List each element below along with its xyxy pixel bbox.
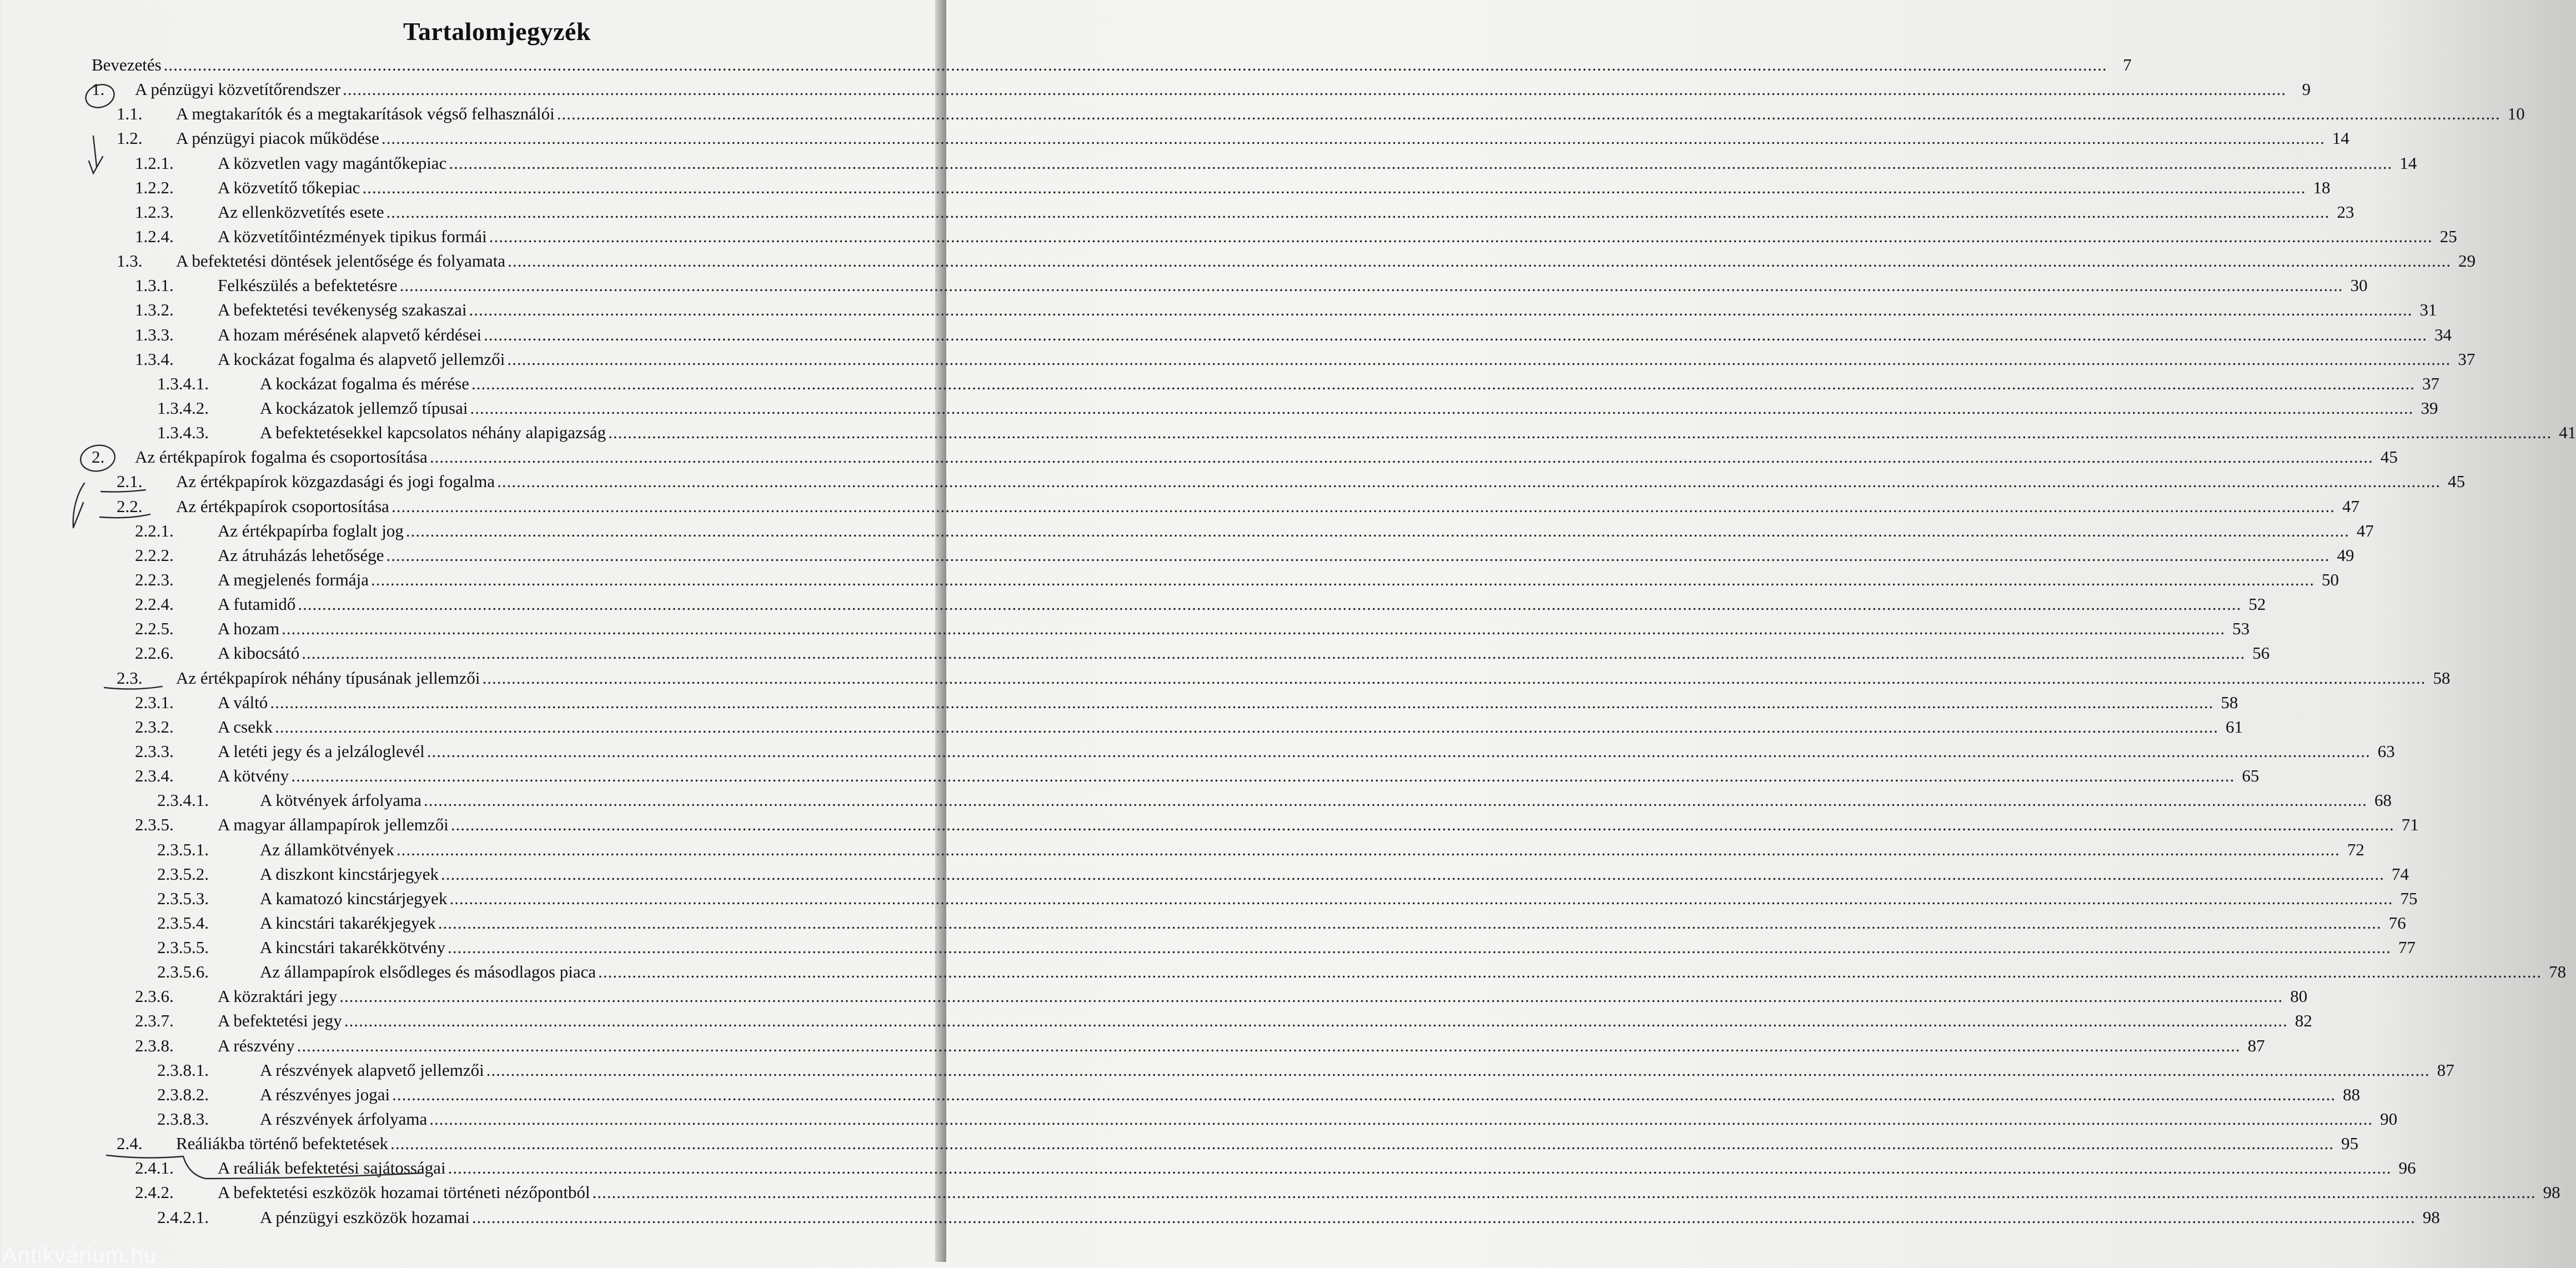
toc-entry (92, 1205, 2440, 1230)
toc-entry-number: 1.3.4.2. (157, 398, 209, 418)
toc-entry-title: Az értékpapírok fogalma és csoportosítása (135, 447, 428, 467)
toc-entry (92, 739, 2395, 764)
toc-entry (92, 813, 2419, 837)
toc-entry (92, 126, 2349, 151)
dot-leader: ................................................................................................................................................................................................................................................................................................................................................................................................................ (556, 104, 2500, 124)
toc-entry-title: A kincstári takarékjegyek (260, 913, 436, 933)
toc-entry (92, 911, 2406, 935)
toc-entry (92, 200, 2354, 224)
toc-entry (92, 249, 2476, 273)
toc-entry-page: 34 (2434, 324, 2452, 344)
dot-leader: ................................................................................................................................................................................................................................................................................................................................................................................................................ (405, 520, 2349, 540)
dot-leader: ................................................................................................................................................................................................................................................................................................................................................................................................................ (489, 226, 2433, 246)
toc-entry-title: A kamatozó kincstárjegyek (260, 888, 448, 908)
toc-entry-page: 7 (2123, 55, 2132, 74)
toc-entry-number: 2.3.8.2. (157, 1084, 209, 1104)
dot-leader: ................................................................................................................................................................................................................................................................................................................................................................................................................ (449, 153, 2393, 173)
toc-entry-page: 68 (2374, 790, 2392, 810)
toc-entry-title: A részvény (218, 1035, 295, 1055)
toc-entry-page: 82 (2294, 1011, 2312, 1031)
toc-entry (92, 715, 2243, 739)
toc-entry-title: A csekk (218, 716, 273, 736)
toc-entry-title: A kötvény (218, 766, 289, 786)
dot-leader: ................................................................................................................................................................................................................................................................................................................................................................................................................ (275, 716, 2219, 736)
toc-entry-page: 25 (2439, 226, 2457, 246)
toc-entry-title: A kibocsátó (218, 643, 300, 663)
toc-entry-number: 2.2.6. (135, 643, 174, 663)
dot-leader: ................................................................................................................................................................................................................................................................................................................................................................................................................ (429, 447, 2373, 467)
toc-entry-number: 1.2. (117, 128, 143, 148)
toc-entry (92, 176, 2331, 200)
toc-entry (92, 960, 2567, 984)
toc-entry-number: 1.2.4. (135, 226, 174, 246)
toc-entry-title: A kincstári takarékkötvény (260, 938, 446, 958)
dot-leader: ................................................................................................................................................................................................................................................................................................................................................................................................................ (448, 938, 2392, 958)
toc-entry-number: 2.3.6. (135, 986, 174, 1006)
toc-entry (92, 886, 2418, 911)
toc-entry-title: Az állampapírok elsődleges és másodlagos piaca (260, 962, 596, 982)
toc-entry-page: 29 (2458, 251, 2476, 271)
dot-leader: ................................................................................................................................................................................................................................................................................................................................................................................................................ (297, 1035, 2241, 1055)
toc-entry-number: 2.3.5.3. (157, 888, 209, 908)
toc-entry-number: 2.3.4.1. (157, 790, 209, 810)
toc-entry-number: 1.3. (117, 251, 143, 271)
dot-leader: ................................................................................................................................................................................................................................................................................................................................................................................................................ (608, 423, 2552, 443)
dot-leader: ................................................................................................................................................................................................................................................................................................................................................................................................................ (270, 692, 2214, 712)
toc-entry (92, 102, 2525, 126)
toc-entry (92, 1131, 2359, 1156)
toc-entry (92, 77, 2311, 102)
toc-entry (92, 224, 2457, 249)
toc-entry-page: 76 (2388, 913, 2406, 933)
dot-leader: ................................................................................................................................................................................................................................................................................................................................................................................................................ (508, 251, 2452, 271)
dot-leader: ................................................................................................................................................................................................................................................................................................................................................................................................................ (302, 643, 2246, 663)
toc-entry-number: 2.3.2. (135, 716, 174, 736)
arrow-mark-2 (73, 483, 84, 528)
toc-entry-title: A futamidő (218, 594, 296, 614)
toc-entry-title: Bevezetés (92, 55, 162, 74)
toc-entry (92, 519, 2374, 543)
toc-entry (92, 53, 2132, 77)
toc-entry-page: 95 (2341, 1134, 2359, 1154)
toc-entry (92, 666, 2451, 690)
toc-entry-title: Felkészülés a befektetésre (218, 275, 398, 295)
toc-entry (92, 469, 2465, 494)
toc-entry-title: A pénzügyi piacok működése (176, 128, 379, 148)
toc-entry-page: 56 (2252, 643, 2270, 663)
toc-entry-title: A befektetésekkel kapcsolatos néhány alapigazság (260, 423, 606, 443)
toc-entry-title: A közraktári jegy (218, 986, 338, 1006)
toc-entry-title: A közvetlen vagy magántőkepiac (218, 153, 447, 173)
toc-entry-number: 2.2.2. (135, 545, 174, 565)
dot-leader: ................................................................................................................................................................................................................................................................................................................................................................................................................ (371, 569, 2315, 589)
toc-entry-page: 80 (2290, 986, 2308, 1006)
toc-entry-number: 2.3.5.5. (157, 938, 209, 958)
dot-leader: ................................................................................................................................................................................................................................................................................................................................................................................................................ (469, 300, 2413, 320)
dot-leader: ................................................................................................................................................................................................................................................................................................................................................................................................................ (429, 1109, 2373, 1129)
toc-entry-title: A diszkont kincstárjegyek (260, 864, 439, 884)
toc-entry-number: 1.3.2. (135, 300, 174, 320)
toc-entry-page: 31 (2419, 300, 2437, 320)
dot-leader: ................................................................................................................................................................................................................................................................................................................................................................................................................ (344, 1011, 2288, 1031)
toc-entry (92, 617, 2250, 641)
toc-entry-number: 1.3.3. (135, 324, 174, 344)
toc-entry (92, 1009, 2312, 1033)
toc-entry-page: 18 (2313, 177, 2331, 197)
toc-entry-page: 47 (2356, 520, 2374, 540)
toc-entry-title: A befektetési jegy (218, 1011, 342, 1031)
toc-entry-title: A részvények árfolyama (260, 1109, 428, 1129)
dot-leader: ................................................................................................................................................................................................................................................................................................................................................................................................................ (381, 128, 2325, 148)
toc-entry-title: Az átruházás lehetősége (218, 545, 384, 565)
toc-entry-number: 2.3.5.2. (157, 864, 209, 884)
dot-leader: ................................................................................................................................................................................................................................................................................................................................................................................................................ (426, 741, 2371, 761)
toc-entry-title: A pénzügyi eszközök hozamai (260, 1207, 470, 1227)
toc-entry-title: Az államkötvények (260, 839, 394, 859)
toc-entry-number: 2.3.5.4. (157, 913, 209, 933)
toc-entry-number: 2.3.4. (135, 766, 174, 786)
dot-leader: ................................................................................................................................................................................................................................................................................................................................................................................................................ (362, 177, 2306, 197)
toc-entry (92, 838, 2364, 862)
toc-entry-number: 1.1. (117, 104, 143, 124)
toc-entry-page: 87 (2247, 1035, 2265, 1055)
toc-entry-number: 2.2.4. (135, 594, 174, 614)
toc-entry-page: 41 (2559, 423, 2576, 443)
toc-entry-page: 37 (2458, 349, 2475, 369)
toc-entry-title: A megtakarítók és a megtakarítások végső felhasználói (176, 104, 555, 124)
toc-entry-page: 50 (2322, 569, 2339, 589)
toc-entry (92, 568, 2339, 592)
toc-entry-page: 90 (2380, 1109, 2398, 1129)
toc-entry-title: Az ellenközvetítés esete (218, 202, 384, 222)
toc-entry-number: 2.3.8. (135, 1035, 174, 1055)
toc-entry-number: 2.3.5.6. (157, 962, 209, 982)
dot-leader: ................................................................................................................................................................................................................................................................................................................................................................................................................ (441, 864, 2384, 884)
toc-entry-title: A részvények alapvető jellemzői (260, 1060, 484, 1080)
dot-leader: ................................................................................................................................................................................................................................................................................................................................................................................................................ (471, 373, 2415, 393)
toc-entry-page: 72 (2347, 839, 2364, 859)
dot-leader: ................................................................................................................................................................................................................................................................................................................................................................................................................ (592, 1182, 2536, 1202)
toc-entry (92, 273, 2368, 298)
dot-leader: ................................................................................................................................................................................................................................................................................................................................................................................................................ (339, 986, 2283, 1006)
dot-leader: ................................................................................................................................................................................................................................................................................................................................................................................................................ (507, 349, 2451, 369)
toc-entry-title: A hozam mérésének alapvető kérdései (218, 324, 482, 344)
toc-entry (92, 347, 2475, 372)
toc-entry-number: 1.3.4. (135, 349, 174, 369)
toc-entry-page: 87 (2437, 1060, 2454, 1080)
toc-entry-number: 2.3. (117, 668, 143, 688)
toc-entry-number: 2.3.5.1. (157, 839, 209, 859)
toc-entry-page: 45 (2448, 472, 2465, 492)
toc-entry-number: 1. (92, 79, 105, 99)
toc-entry-page: 53 (2232, 619, 2250, 639)
toc-entry (92, 151, 2417, 176)
toc-entry-number: 2.2.5. (135, 619, 174, 639)
toc-entry-page: 37 (2422, 373, 2439, 393)
toc-entry-page: 45 (2380, 447, 2398, 467)
dot-leader: ................................................................................................................................................................................................................................................................................................................................................................................................................ (396, 839, 2340, 859)
toc-entry-number: 1.3.1. (135, 275, 174, 295)
watermark: Antikvárium.hu (2, 1243, 157, 1267)
toc-entry (92, 1156, 2416, 1180)
dot-leader: ................................................................................................................................................................................................................................................................................................................................................................................................................ (423, 790, 2367, 810)
toc-entry-number: 2.1. (117, 472, 143, 492)
dot-leader: ................................................................................................................................................................................................................................................................................................................................................................................................................ (450, 815, 2394, 835)
toc-entry-page: 74 (2392, 864, 2409, 884)
toc-entry-number: 1.2.2. (135, 177, 174, 197)
toc-entry (92, 1034, 2265, 1058)
dot-leader: ................................................................................................................................................................................................................................................................................................................................................................................................................ (163, 55, 2107, 74)
toc-entry-number: 1.2.3. (135, 202, 174, 222)
toc-entry (92, 862, 2409, 886)
dot-leader: ................................................................................................................................................................................................................................................................................................................................................................................................................ (390, 1134, 2334, 1154)
toc-entry-title: A pénzügyi közvetítőrendszer (135, 79, 341, 99)
toc-entry-page: 63 (2377, 741, 2395, 761)
toc-entry (92, 984, 2308, 1009)
dot-leader: ................................................................................................................................................................................................................................................................................................................................................................................................................ (484, 324, 2428, 344)
toc-entry-page: 23 (2337, 202, 2354, 222)
toc-entry-number: 2.3.1. (135, 692, 174, 712)
toc-entry-number: 2.3.8.3. (157, 1109, 209, 1129)
dot-leader: ................................................................................................................................................................................................................................................................................................................................................................................................................ (386, 202, 2330, 222)
toc-entry-title: A magyar állampapírok jellemzői (218, 815, 449, 835)
toc-entry-number: 2.4.1. (135, 1158, 174, 1178)
toc-entry-title: A kötvények árfolyama (260, 790, 421, 810)
toc-entry-number: 1.3.4.3. (157, 423, 209, 443)
toc-entry (92, 592, 2266, 617)
dot-leader: ................................................................................................................................................................................................................................................................................................................................................................................................................ (482, 668, 2426, 688)
toc-entry-page: 30 (2350, 275, 2368, 295)
toc-entry-number: 2.4.2.1. (157, 1207, 209, 1227)
toc-entry-title: A befektetési döntések jelentősége és folyamata (176, 251, 506, 271)
dot-leader: ................................................................................................................................................................................................................................................................................................................................................................................................................ (598, 962, 2542, 982)
dot-leader: ................................................................................................................................................................................................................................................................................................................................................................................................................ (392, 1084, 2336, 1104)
dot-leader: ................................................................................................................................................................................................................................................................................................................................................................................................................ (470, 398, 2414, 418)
dot-leader: ................................................................................................................................................................................................................................................................................................................................................................................................................ (497, 472, 2441, 492)
toc-entry-title: Az értékpapírok néhány típusának jellemzői (176, 668, 480, 688)
dot-leader: ................................................................................................................................................................................................................................................................................................................................................................................................................ (282, 619, 2226, 639)
toc-entry-number: 2.2.3. (135, 569, 174, 589)
toc-entry-number: 1.3.4.1. (157, 373, 209, 393)
toc-entry-title: A közvetítőintézmények tipikus formái (218, 226, 487, 246)
toc-entry-page: 98 (2422, 1207, 2440, 1227)
toc-entry-title: A közvetítő tőkepiac (218, 177, 360, 197)
toc-entry-number: 2.2.1. (135, 520, 174, 540)
toc-entry (92, 1058, 2454, 1082)
toc-entry-title: A váltó (218, 692, 268, 712)
toc-entry (92, 420, 2576, 445)
toc-entry-page: 10 (2507, 104, 2525, 124)
toc-entry-page: 65 (2242, 766, 2259, 786)
toc-entry-page: 75 (2400, 888, 2418, 908)
toc-entry-page: 77 (2398, 938, 2416, 958)
toc-entry-page: 61 (2226, 716, 2243, 736)
dot-leader: ................................................................................................................................................................................................................................................................................................................................................................................................................ (471, 1207, 2416, 1227)
toc-entry (92, 788, 2392, 813)
dot-leader: ................................................................................................................................................................................................................................................................................................................................................................................................................ (386, 545, 2330, 565)
toc-entry (92, 935, 2416, 960)
toc-entry-title: A kockázat fogalma és mérése (260, 373, 469, 393)
dot-leader: ................................................................................................................................................................................................................................................................................................................................................................................................................ (448, 1158, 2392, 1178)
dot-leader: ................................................................................................................................................................................................................................................................................................................................................................................................................ (343, 79, 2287, 99)
dot-leader: ................................................................................................................................................................................................................................................................................................................................................................................................................ (399, 275, 2343, 295)
toc-entry-page: 47 (2342, 496, 2359, 516)
dot-leader: ................................................................................................................................................................................................................................................................................................................................................................................................................ (298, 594, 2242, 614)
toc-entry (92, 641, 2270, 665)
toc-entry-page: 58 (2221, 692, 2238, 712)
toc-entry (92, 764, 2259, 788)
toc-entry-number: 2.3.7. (135, 1011, 174, 1031)
toc-entry (92, 543, 2354, 568)
toc-entry-title: A hozam (218, 619, 280, 639)
toc-entry-title: A kockázatok jellemző típusai (260, 398, 468, 418)
toc-entry-number: 2.3.5. (135, 815, 174, 835)
toc-entry-number: 2.4. (117, 1134, 143, 1154)
toc-entry-title: A megjelenés formája (218, 569, 369, 589)
toc-entry-number: 2.4.2. (135, 1182, 174, 1202)
toc-entry-page: 58 (2433, 668, 2451, 688)
toc-entry-title: A befektetési tevékenység szakaszai (218, 300, 467, 320)
page-title: Tartalomjegyzék (403, 17, 591, 46)
toc-entry (92, 396, 2438, 420)
toc-entry (92, 690, 2238, 715)
toc-entry-number: 2.3.8.1. (157, 1060, 209, 1080)
toc-entry-number: 2. (92, 447, 105, 467)
table-of-contents (92, 53, 2576, 1230)
toc-entry-page: 52 (2248, 594, 2266, 614)
toc-entry (92, 1180, 2560, 1205)
toc-entry-title: A letéti jegy és a jelzáloglevél (218, 741, 425, 761)
toc-entry-number: 2.2. (117, 496, 143, 516)
toc-entry (92, 445, 2398, 469)
toc-entry-title: Az értékpapírok közgazdasági és jogi fogalma (176, 472, 495, 492)
toc-entry (92, 1107, 2398, 1131)
toc-entry-page: 49 (2337, 545, 2354, 565)
toc-entry-title: A reáliák befektetési sajátosságai (218, 1158, 446, 1178)
toc-entry-page: 14 (2399, 153, 2417, 173)
dot-leader: ................................................................................................................................................................................................................................................................................................................................................................................................................ (291, 766, 2235, 786)
toc-entry-page: 71 (2401, 815, 2419, 835)
toc-entry-title: A befektetési eszközök hozamai történeti nézőpontból (218, 1182, 590, 1202)
toc-entry-title: A részvényes jogai (260, 1084, 390, 1104)
toc-entry (92, 323, 2452, 347)
toc-entry-number: 2.3.3. (135, 741, 174, 761)
toc-entry-title: Az értékpapírok csoportosítása (176, 496, 389, 516)
dot-leader: ................................................................................................................................................................................................................................................................................................................................................................................................................ (486, 1060, 2430, 1080)
toc-entry-number: 1.2.1. (135, 153, 174, 173)
toc-entry-page: 14 (2332, 128, 2349, 148)
toc-entry-page: 88 (2343, 1084, 2361, 1104)
toc-entry (92, 298, 2437, 322)
toc-entry-page: 78 (2549, 962, 2567, 982)
dot-leader: ................................................................................................................................................................................................................................................................................................................................................................................................................ (449, 888, 2393, 908)
toc-entry (92, 1082, 2361, 1107)
toc-entry-title: A kockázat fogalma és alapvető jellemzői (218, 349, 505, 369)
toc-entry-page: 96 (2398, 1158, 2416, 1178)
toc-entry (92, 494, 2359, 519)
toc-entry-page: 9 (2302, 79, 2311, 99)
toc-entry-title: Az értékpapírba foglalt jog (218, 520, 404, 540)
dot-leader: ................................................................................................................................................................................................................................................................................................................................................................................................................ (391, 496, 2335, 516)
toc-entry-page: 39 (2421, 398, 2438, 418)
toc-entry (92, 372, 2439, 396)
dot-leader: ................................................................................................................................................................................................................................................................................................................................................................................................................ (438, 913, 2382, 933)
toc-entry-page: 98 (2543, 1182, 2560, 1202)
toc-entry-title: Reáliákba történő befektetések (176, 1134, 389, 1154)
